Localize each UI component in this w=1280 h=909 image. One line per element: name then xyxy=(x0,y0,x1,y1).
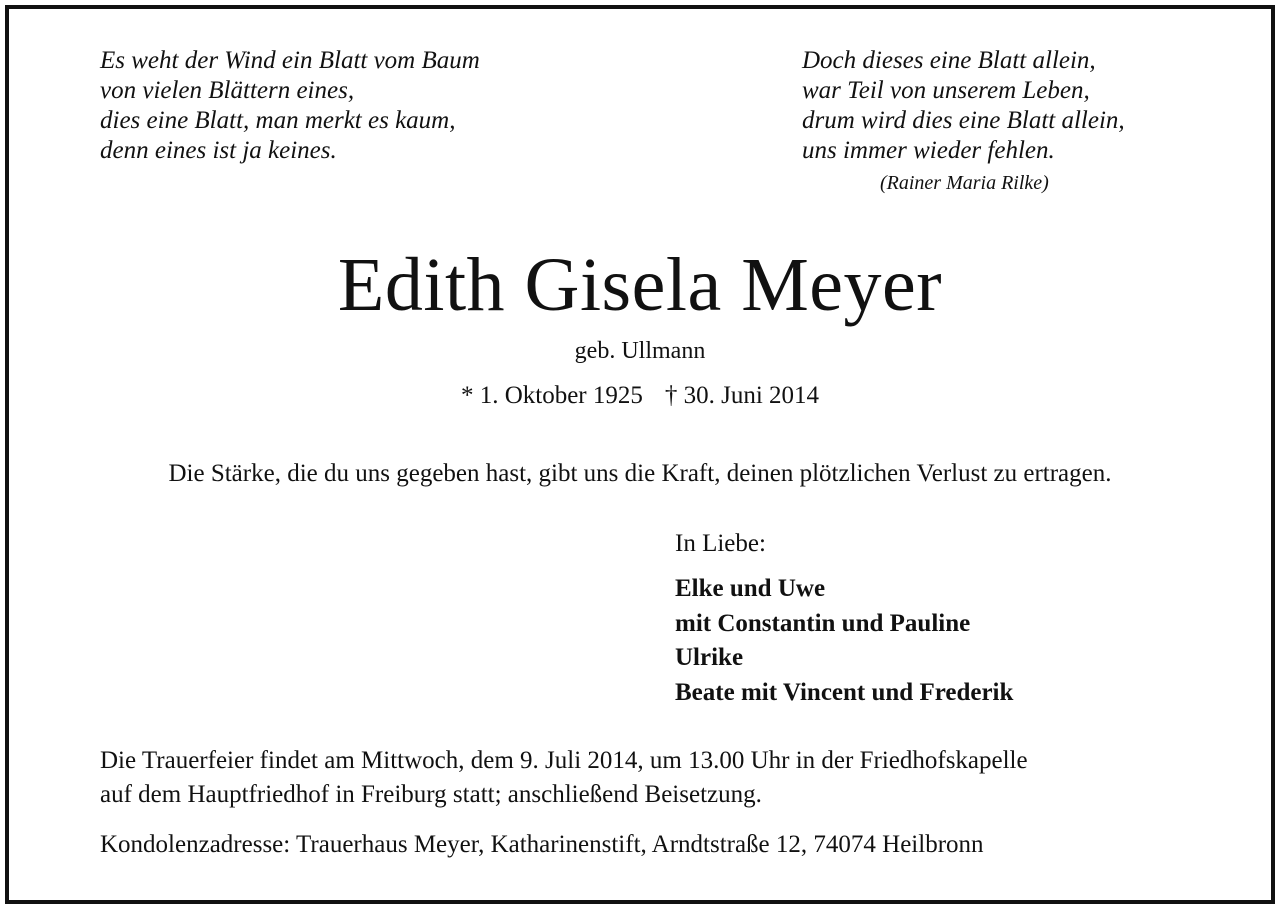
mourner-name: mit Constantin und Pauline xyxy=(675,609,971,637)
poem-line: war Teil von unserem Leben, xyxy=(802,77,1090,104)
poem-line: Es weht der Wind ein Blatt vom Baum xyxy=(100,47,480,74)
poem-author: (Rainer Maria Rilke) xyxy=(880,172,1049,194)
birth-date: * 1. Oktober 1925 xyxy=(460,382,643,409)
poem-line: von vielen Blättern eines, xyxy=(100,77,355,104)
poem-right-stanza xyxy=(802,46,1125,166)
mourner-name: Elke und Uwe xyxy=(675,575,826,602)
poem-line: Doch dieses eine Blatt allein, xyxy=(802,47,1096,74)
poem-line: dies eine Blatt, man merkt es kaum, xyxy=(100,107,456,134)
service-line: Die Trauerfeier findet am Mittwoch, dem 9. Juli 2014, um 13.00 Uhr in der Friedhofskapelle xyxy=(100,747,1028,774)
mourners-intro: In Liebe: xyxy=(675,530,766,557)
poem-line: denn eines ist ja keines. xyxy=(100,137,337,164)
funeral-service-info xyxy=(100,744,1028,812)
poem-left-stanza xyxy=(100,46,480,166)
poem-line: drum wird dies eine Blatt allein, xyxy=(802,107,1125,134)
mourners-list xyxy=(675,572,1013,710)
condolence-address: Kondolenzadresse: Trauerhaus Meyer, Katharinenstift, Arndtstraße 12, 74074 Heilbronn xyxy=(100,831,984,858)
death-date: † 30. Juni 2014 xyxy=(664,382,820,409)
deceased-name: Edith Gisela Meyer xyxy=(337,243,943,327)
mourner-name: Ulrike xyxy=(675,644,744,671)
service-line: auf dem Hauptfriedhof in Freiburg statt; anschließend Beisetzung. xyxy=(100,781,762,808)
mourner-name: Beate mit Vincent und Frederik xyxy=(675,678,1014,706)
life-dates xyxy=(0,382,1280,410)
motto: Die Stärke, die du uns gegeben hast, gibt uns die Kraft, deinen plötzlichen Verlust zu ertragen. xyxy=(168,460,1112,487)
poem-line: uns immer wieder fehlen. xyxy=(802,137,1055,164)
maiden-name: geb. Ullmann xyxy=(574,338,706,364)
